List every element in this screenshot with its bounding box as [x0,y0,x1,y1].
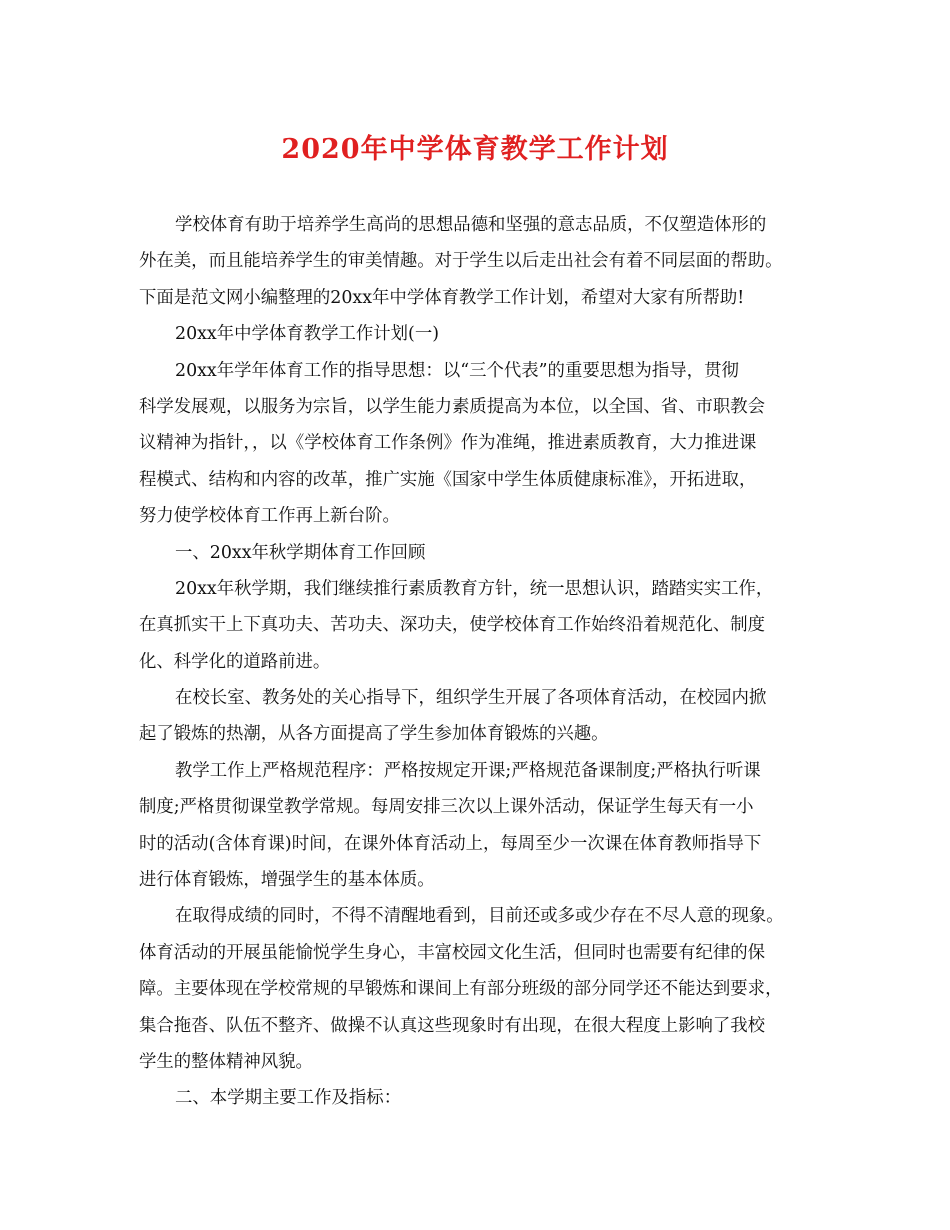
paragraph [139,898,829,1080]
paragraph-line: 在真抓实干上下真功夫、苦功夫、深功夫，使学校体育工作始终沿着规范化、制度 [139,615,766,636]
paragraph [139,207,829,316]
paragraph [139,753,829,899]
paragraph-line: 20xx年学年体育工作的指导思想：以“三个代表”的重要思想为指导，贯彻 [175,360,739,381]
paragraph-line: 在校长室、教务处的关心指导下，组织学生开展了各项体育活动，在校园内掀 [175,688,767,709]
paragraph-line: 下面是范文网小编整理的20xx年中学体育教学工作计划，希望对大家有所帮助! [139,287,745,308]
paragraph-line: 学生的整体精神风貌。 [139,1051,313,1072]
paragraph-line: 进行体育锻炼，增强学生的基本体质。 [139,870,435,891]
paragraph-line: 议精神为指针，，以《学校体育工作条例》作为准绳，推进素质教育，大力推进课 [139,433,757,454]
paragraph-line: 集合拖沓、队伍不整齐、做操不认真这些现象时有出现，在很大程度上影响了我校 [139,1015,766,1036]
paragraph-line: 科学发展观，以服务为宗旨，以学生能力素质提高为本位，以全国、省、市职教会 [139,396,766,417]
paragraph-line: 时的活动(含体育课)时间，在课外体育活动上，每周至少一次课在体育教师指导下 [139,833,762,854]
paragraph [139,1080,829,1116]
paragraph-line: 教学工作上严格规范程序：严格按规定开课;严格规范备课制度;严格执行听课 [175,760,761,781]
paragraph-line: 在取得成绩的同时，不得不清醒地看到，目前还或多或少存在不尽人意的现象。 [175,906,784,927]
paragraph-line: 努力使学校体育工作再上新台阶。 [139,506,400,527]
paragraph-line: 学校体育有助于培养学生高尚的思想品德和坚强的意志品质，不仅塑造体形的 [175,215,767,235]
paragraph-line: 二、本学期主要工作及指标： [175,1088,402,1109]
paragraph [139,680,829,753]
paragraph [139,535,829,571]
paragraph-line: 化、科学化的道路前进。 [139,651,331,672]
paragraph [139,571,829,680]
paragraph-line: 障。主要体现在学校常规的早锻炼和课间上有部分班级的部分同学还不能达到要求， [139,979,783,1000]
paragraph-line: 20xx年中学体育教学工作计划(一) [175,324,440,345]
paragraph-line: 一、20xx年秋学期体育工作回顾 [175,542,426,563]
paragraph-line: 程模式、结构和内容的改革，推广实施《国家中学生体质健康标准》，开拓进取， [139,469,757,490]
paragraph-line: 20xx年秋学期，我们继续推行素质教育方针，统一思想认识，踏踏实实工作， [175,578,774,599]
document-title: 2020年中学体育教学工作计划 [281,134,669,165]
paragraph-line: 起了锻炼的热潮，从各方面提高了学生参加体育锻炼的兴趣。 [139,724,609,745]
paragraph [139,316,829,352]
paragraph-line: 体育活动的开展虽能愉悦学生身心，丰富校园文化生活，但同时也需要有纪律的保 [139,942,766,963]
paragraph-line: 外在美，而且能培养学生的审美情趣。对于学生以后走出社会有着不同层面的帮助。 [139,251,783,272]
paragraph [139,353,829,535]
document-body [139,207,829,1117]
paragraph-line: 制度;严格贯彻课堂教学常规。每周安排三次以上课外活动，保证学生每天有一小 [139,797,754,818]
